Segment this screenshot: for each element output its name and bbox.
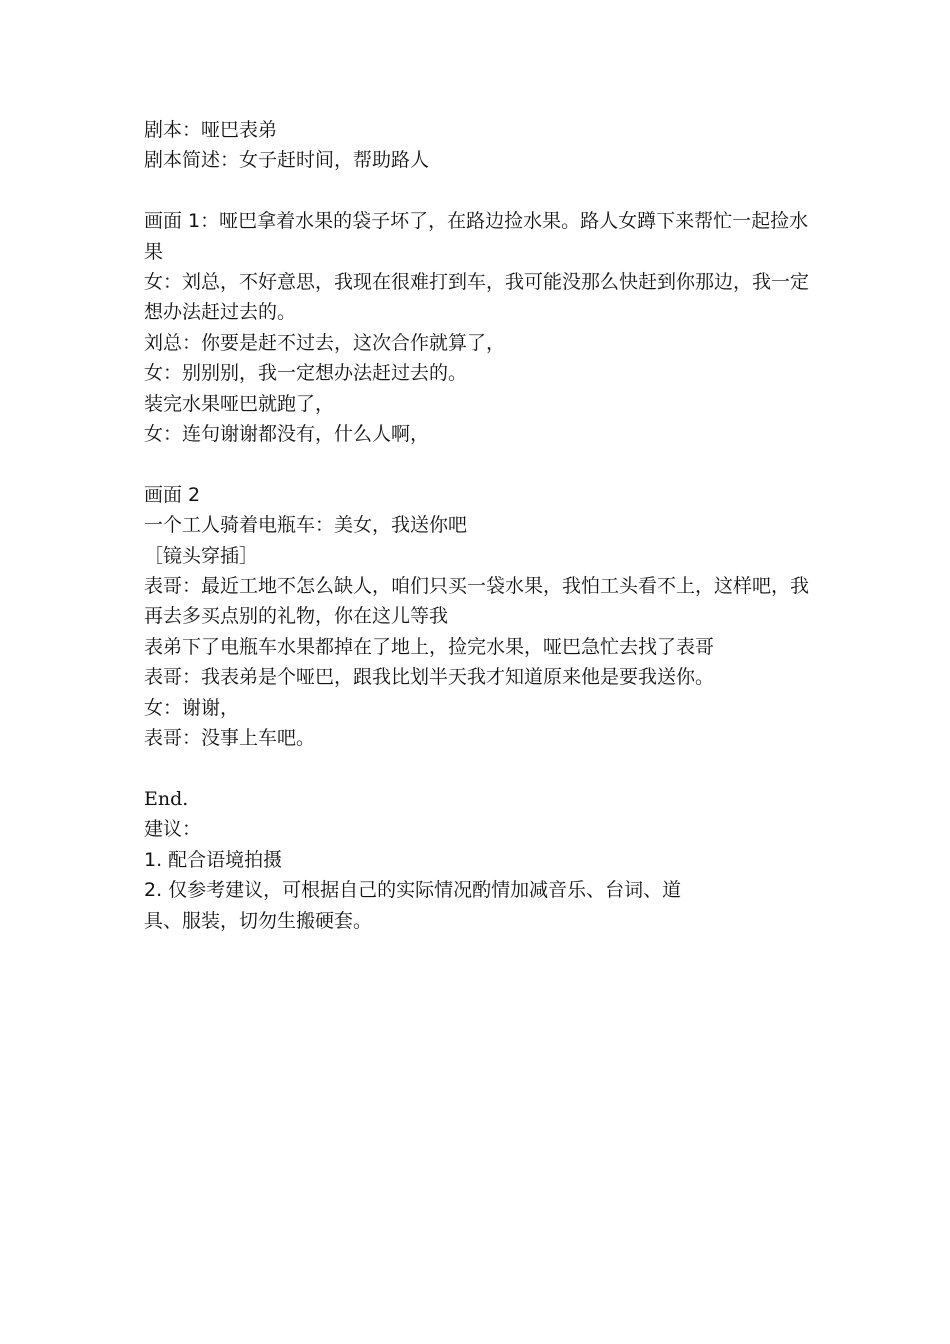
scene2-line: ［镜头穿插］	[144, 544, 259, 567]
scene2-line: 表弟下了电瓶车水果都掉在了地上，捡完水果，哑巴急忙去找了表哥	[144, 635, 715, 658]
scene2-line: 女：谢谢，	[144, 696, 240, 719]
script-summary: 剧本简述：女子赶时间，帮助路人	[144, 149, 430, 172]
scene2-line: 表哥：没事上车吧。	[144, 727, 316, 750]
end-marker: End.	[144, 787, 189, 810]
advice-item-2-line-2: 具、服装，切勿生搬硬套。	[144, 909, 373, 932]
scene1-heading: 画面 1：哑巴拿着水果的袋子坏了，在路边捡水果。路人女蹲下来帮忙一起捡水果	[144, 210, 809, 263]
blank-line	[144, 449, 814, 479]
scene1-line: 女：连句谢谢都没有，什么人啊，	[144, 423, 430, 446]
document-body	[144, 115, 814, 936]
scene2-line: 一个工人骑着电瓶车：美女，我送你吧	[144, 514, 468, 537]
scene1-line: 女：别别别，我一定想办法赶过去的。	[144, 362, 468, 385]
scene1-line: 女：刘总，不好意思，我现在很难打到车，我可能没那么快赶到你那边，我一定想办法赶过去的。	[144, 271, 810, 324]
advice-item-2-line-1: 2. 仅参考建议，可根据自己的实际情况酌情加减音乐、台词、道	[144, 879, 682, 902]
blank-line	[144, 176, 814, 206]
scene1-line: 刘总：你要是赶不过去，这次合作就算了，	[144, 331, 506, 354]
scene2-line: 表哥：我表弟是个哑巴，跟我比划半天我才知道原来他是要我送你。	[144, 666, 715, 689]
scene2-line: 表哥：最近工地不怎么缺人，咱们只买一袋水果，我怕工头看不上，这样吧，我再去多买点别的礼物，你在这儿等我	[144, 575, 810, 628]
scene1-line: 装完水果哑巴就跑了，	[144, 392, 335, 415]
script-title: 剧本：哑巴表弟	[144, 119, 278, 141]
advice-heading: 建议：	[144, 818, 202, 841]
blank-line	[144, 754, 814, 784]
advice-item-1: 1. 配合语境拍摄	[144, 848, 283, 871]
scene2-heading: 画面 2	[144, 483, 201, 506]
